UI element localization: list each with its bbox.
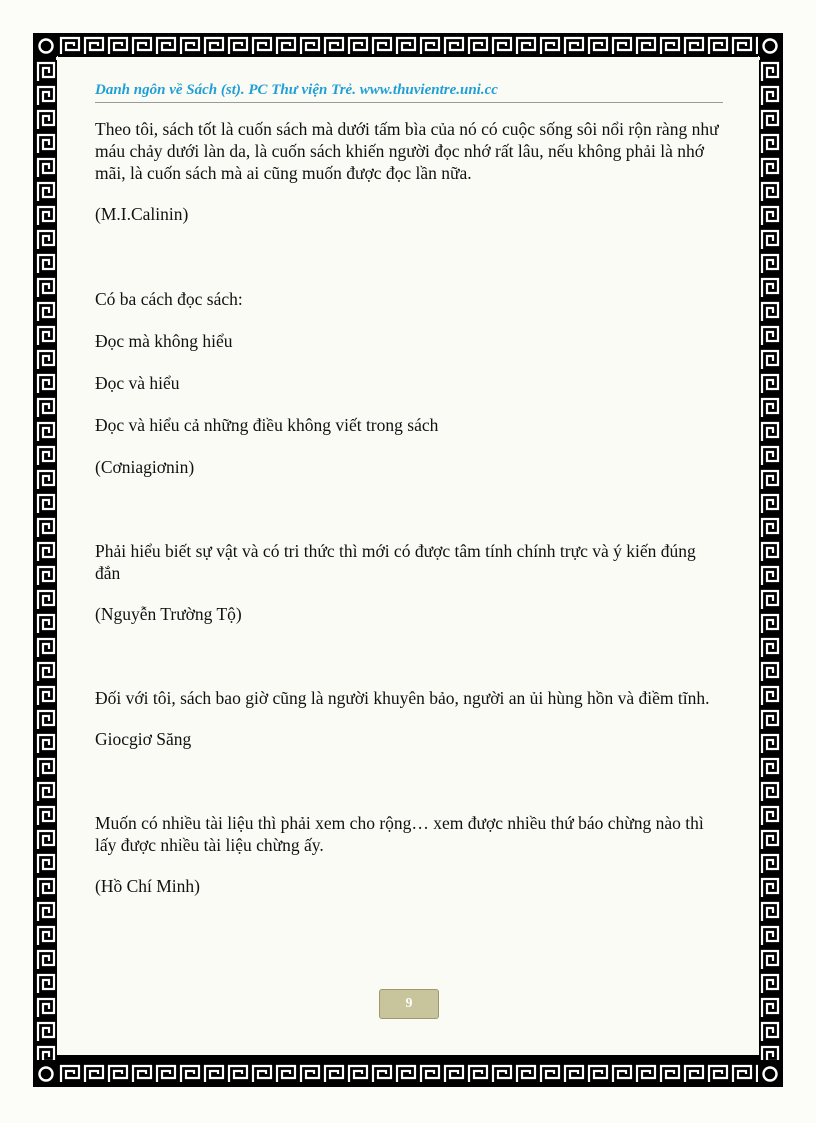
corner-ornament-top-left: [35, 35, 57, 57]
quote-author: (Cơniagiơnin): [95, 457, 195, 477]
corner-ornament-bottom-left: [35, 1063, 57, 1085]
corner-ornament-top-right: [759, 35, 781, 57]
greek-key-border-top: [58, 35, 758, 57]
greek-key-border-bottom: [58, 1063, 758, 1085]
quote-author: Giocgiơ Săng: [95, 729, 192, 749]
quote-text: Theo tôi, sách tốt là cuốn sách mà dưới tấm bìa của nó có cuộc sống sôi nổi rộn ràng như máu chảy dưới làn da, là cuốn sách khiến người đọc nhớ rất lâu, nếu không phải là nhớ mãi, là cuốn sách mà ai cũng muốn được đọc lần nữa.: [95, 119, 719, 183]
corner-ornament-bottom-right: [759, 1063, 781, 1085]
quote-line: Đọc mà không hiểu: [95, 331, 233, 351]
quote-author: (Hồ Chí Minh): [95, 876, 200, 896]
quote-line: Đọc và hiểu: [95, 373, 180, 393]
greek-key-border-right: [759, 60, 781, 1060]
quote-author: (M.I.Calinin): [95, 204, 189, 224]
quote-author: (Nguyễn Trường Tộ): [95, 604, 242, 624]
quote-text: Phải hiểu biết sự vật và có tri thức thì mới có được tâm tính chính trực và ý kiến đúng đắn: [95, 541, 696, 583]
quote-line: Đọc và hiểu cả những điều không viết trong sách: [95, 415, 439, 435]
quote-text: Muốn có nhiều tài liệu thì phải xem cho rộng… xem được nhiều thứ báo chừng nào thì lấy được nhiều tài liệu chừng ấy.: [95, 813, 704, 855]
page-header: Danh ngôn về Sách (st). PC Thư viện Trẻ. www.thuvientre.uni.cc: [95, 82, 723, 103]
page-number-badge: 9: [379, 989, 439, 1019]
quote-intro: Có ba cách đọc sách:: [95, 289, 243, 309]
quote-text: Đối với tôi, sách bao giờ cũng là người khuyên bảo, người an ủi hùng hồn và điềm tĩnh.: [95, 688, 710, 708]
quotes-content: [95, 118, 725, 897]
greek-key-border-left: [35, 60, 57, 1060]
